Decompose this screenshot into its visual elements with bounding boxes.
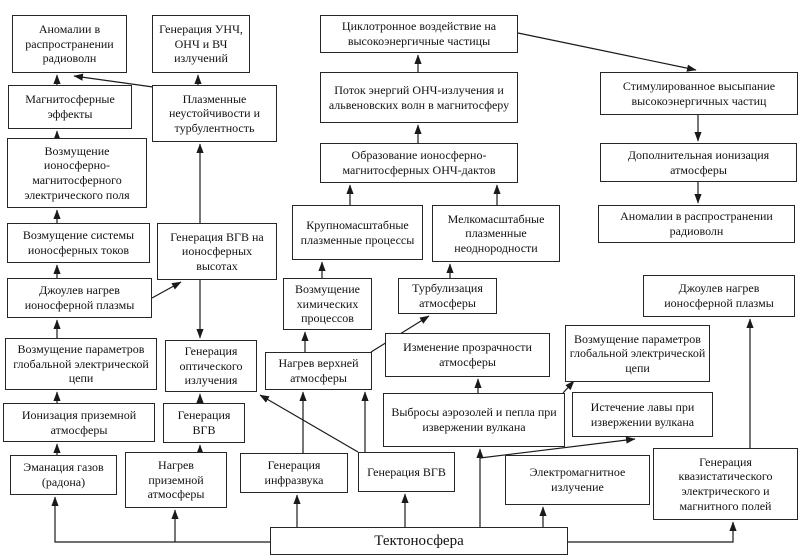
box-surface-atmosphere-heating: Нагрев приземной атмосферы (125, 452, 227, 508)
box-infrasound-generation: Генерация инфразвука (240, 453, 348, 493)
box-joule-heating-left: Джоулев нагрев ионосферной плазмы (7, 278, 152, 318)
box-optical-emission-generation: Генерация оптического излучения (165, 340, 257, 392)
box-quasistatic-fields-generation: Генерация квазистатического электрического и магнитного полей (653, 448, 798, 520)
box-anomalies-radio-right: Аномалии в распространении радиоволн (598, 205, 795, 243)
box-joule-heating-right: Джоулев нагрев ионосферной плазмы (643, 275, 795, 317)
box-atmosphere-turbulization: Турбулизация атмосферы (398, 278, 497, 314)
box-ionization-surface-atmosphere: Ионизация приземной атмосферы (3, 403, 155, 442)
box-igw-generation-center: Генерация ВГВ (358, 452, 455, 492)
box-atmosphere-transparency-change: Изменение прозрачности атмосферы (385, 333, 550, 377)
box-gas-emanation: Эманация газов (радона) (10, 455, 117, 495)
box-tectonosphere: Тектоносфера (270, 527, 568, 555)
box-disturbance-global-circuit-right: Возмущение параметров глобальной электрической цепи (565, 325, 710, 382)
box-additional-atmosphere-ionization: Дополнительная ионизация атмосферы (600, 143, 797, 182)
box-aerosol-ash-ejection: Выбросы аэрозолей и пепла при извержении вулкана (383, 393, 565, 447)
box-anomalies-radio-left: Аномалии в распространении радиоволн (12, 15, 127, 73)
edge-joule-heating-left--igw-generation-ionospheric-heights (152, 282, 181, 298)
box-lava-outflow: Истечение лавы при извержении вулкана (572, 392, 713, 437)
box-disturbance-ionospheric-currents: Возмущение системы ионосферных токов (7, 223, 150, 263)
box-upper-atmosphere-heating: Нагрев верхней атмосферы (265, 352, 372, 390)
box-large-scale-plasma-processes: Крупномасштабные плазменные процессы (292, 205, 423, 260)
box-cyclotron-impact: Циклотронное воздействие на высокоэнергичные частицы (320, 15, 518, 53)
edge-tectonosphere--quasistatic-fields-generation (568, 522, 733, 542)
box-vlf-ducts-formation: Образование ионосферно-магнитосферных ОНЧ-дактов (320, 143, 518, 183)
box-electromagnetic-radiation: Электромагнитное излучение (505, 455, 650, 505)
edge-igw-generation-center--optical-emission-generation (260, 395, 358, 452)
box-igw-generation-ionospheric-heights: Генерация ВГВ на ионосферных высотах (157, 223, 277, 280)
box-chemical-processes-disturbance: Возмущение химических процессов (283, 278, 372, 330)
box-generation-ulf-vlf-hf: Генерация УНЧ, ОНЧ и ВЧ излучений (152, 15, 250, 73)
box-small-scale-plasma-inhomogeneities: Мелкомасштабные плазменные неоднородности (432, 205, 560, 262)
box-disturbance-global-circuit-left: Возмущение параметров глобальной электрической цепи (5, 338, 157, 390)
box-disturbance-iono-magneto-field: Возмущение ионосферно-магнитосферного электрического поля (7, 138, 147, 208)
box-plasma-instabilities: Плазменные неустойчивости и турбулентность (152, 85, 277, 142)
edge-cyclotron-impact--stimulated-particle-precipitation (518, 33, 696, 70)
box-vlf-alfven-energy-flux: Поток энергий ОНЧ-излучения и альвеновских волн в магнитосферу (320, 72, 518, 123)
box-stimulated-particle-precipitation: Стимулированное высыпание высокоэнергичных частиц (600, 72, 798, 115)
box-igw-generation-left: Генерация ВГВ (163, 403, 245, 443)
box-magnetospheric-effects: Магнитосферные эффекты (8, 85, 132, 129)
